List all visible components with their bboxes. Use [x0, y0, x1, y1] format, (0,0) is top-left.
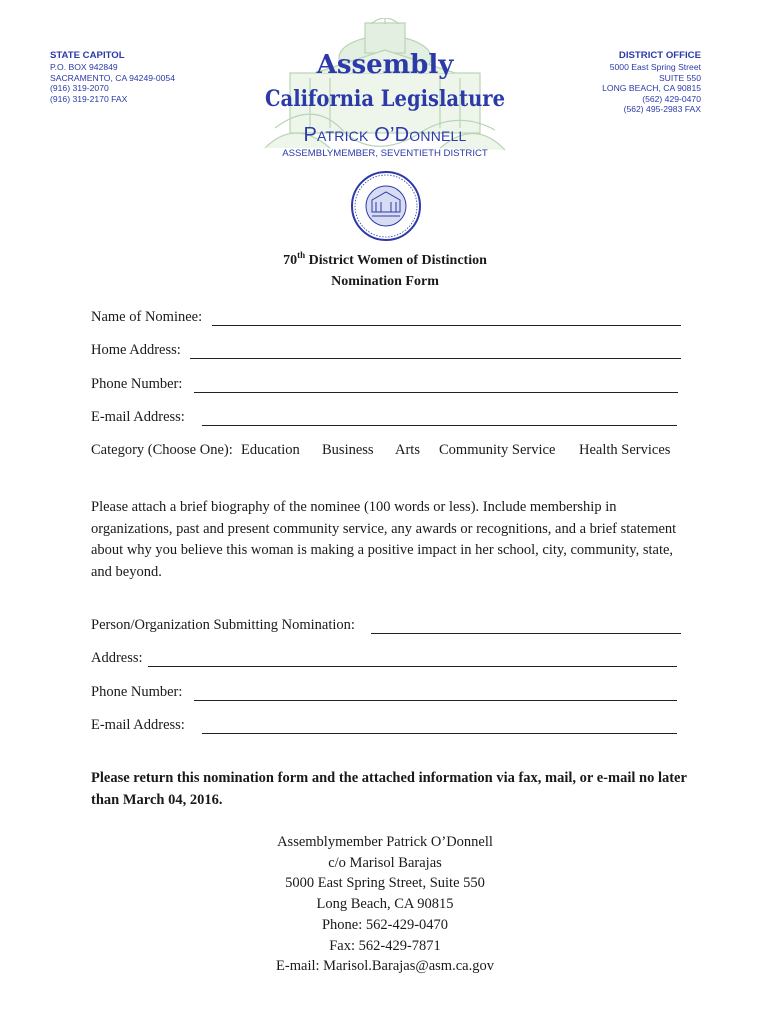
district-line: (562) 495-2983 FAX — [623, 104, 701, 115]
nominee-email-label: E-mail Address: — [91, 409, 185, 425]
submitter-address-field[interactable] — [91, 650, 677, 670]
capitol-line: SACRAMENTO, CA 94249-0054 — [50, 72, 175, 83]
district-line: SUITE 550 — [658, 72, 701, 83]
category-label: Category (Choose One): — [91, 442, 233, 458]
home-address-field[interactable] — [91, 342, 681, 362]
submitter-phone-label: Phone Number: — [91, 684, 183, 700]
submitter-email-label: E-mail Address: — [91, 717, 185, 733]
category-option-business[interactable]: Business — [322, 442, 374, 458]
capitol-line: (916) 319-2170 FAX — [50, 93, 128, 104]
contact-line: 5000 East Spring Street, Suite 550 — [285, 875, 485, 892]
district-line: 5000 East Spring Street — [609, 62, 701, 72]
nominee-email-line[interactable] — [202, 425, 677, 426]
submitter-phone-line[interactable] — [194, 700, 677, 701]
contact-line: c/o Marisol Barajas — [328, 854, 442, 871]
contact-line: Assemblymember Patrick O’Donnell — [277, 834, 493, 850]
state-assembly-seal — [350, 170, 422, 242]
contact-email[interactable]: E-mail: Marisol.Barajas@asm.ca.gov — [276, 958, 494, 975]
district-subtitle: ASSEMBLYMEMBER, SEVENTIETH DISTRICT — [282, 148, 488, 159]
submitter-field[interactable] — [91, 617, 681, 637]
title-number: 70 — [283, 253, 298, 268]
category-option-arts[interactable]: Arts — [395, 442, 420, 458]
submitter-address-line[interactable] — [148, 666, 677, 667]
submitter-email-field[interactable] — [91, 717, 677, 737]
nominee-phone-field[interactable] — [91, 376, 678, 396]
submitter-label: Person/Organization Submitting Nomination: — [91, 617, 355, 633]
state-capitol-heading: STATE CAPITOL — [50, 50, 125, 61]
nominee-email-field[interactable] — [91, 409, 677, 429]
submitter-email-line[interactable] — [202, 733, 677, 734]
title-ordinal: th — [297, 250, 306, 260]
nominee-name-line[interactable] — [212, 325, 681, 326]
member-name-text: Patrick O’Donnell — [303, 124, 467, 146]
biography-instructions: Please attach a brief biography of the nominee (100 words or less). Include membership in organizations, past and present community service, any awards or recognitions, and a brief statement about why you believe this woman is making a positive impact in her school, city, community, state, and beyond. — [91, 499, 677, 580]
contact-phone: Phone: 562-429-0470 — [321, 916, 449, 933]
form-title — [0, 250, 770, 292]
nominee-name-label: Name of Nominee: — [91, 309, 203, 325]
submitter-address-label: Address: — [91, 650, 143, 666]
home-address-label: Home Address: — [91, 342, 181, 358]
district-line: LONG BEACH, CA 90815 — [602, 83, 701, 94]
submitter-phone-field[interactable] — [91, 684, 677, 704]
return-deadline-notice: Please return this nomination form and the attached information via fax, mail, or e-mail no later than March 04, 2016. — [91, 770, 687, 808]
category-option-health-services[interactable]: Health Services — [579, 442, 671, 458]
form-title-line — [0, 250, 770, 271]
nominee-name-field[interactable] — [91, 309, 681, 329]
state-capitol-address — [50, 50, 175, 104]
contact-line: Long Beach, CA 90815 — [316, 896, 454, 913]
logo-assembly-wordmark: Assembly — [316, 50, 454, 80]
title-rest: District Women of Distinction — [305, 253, 487, 268]
logo-legislature-wordmark: California Legislature — [265, 86, 505, 112]
district-line: (562) 429-0470 — [642, 93, 701, 104]
capitol-line: P.O. BOX 942849 — [50, 62, 118, 72]
capitol-line: (916) 319-2070 — [50, 83, 109, 94]
assemblymember-name — [0, 124, 770, 147]
contact-fax: Fax: 562-429-7871 — [329, 937, 441, 954]
nominee-phone-line[interactable] — [194, 392, 678, 393]
form-subtitle: Nomination Form — [331, 274, 439, 289]
home-address-line[interactable] — [190, 358, 681, 359]
nominee-phone-label: Phone Number: — [91, 376, 183, 392]
submitter-line[interactable] — [371, 633, 681, 634]
district-office-address — [602, 50, 701, 115]
category-option-education[interactable]: Education — [241, 442, 300, 458]
district-office-heading: DISTRICT OFFICE — [618, 50, 701, 61]
return-contact-block — [0, 832, 770, 977]
category-option-community-service[interactable]: Community Service — [439, 442, 556, 458]
